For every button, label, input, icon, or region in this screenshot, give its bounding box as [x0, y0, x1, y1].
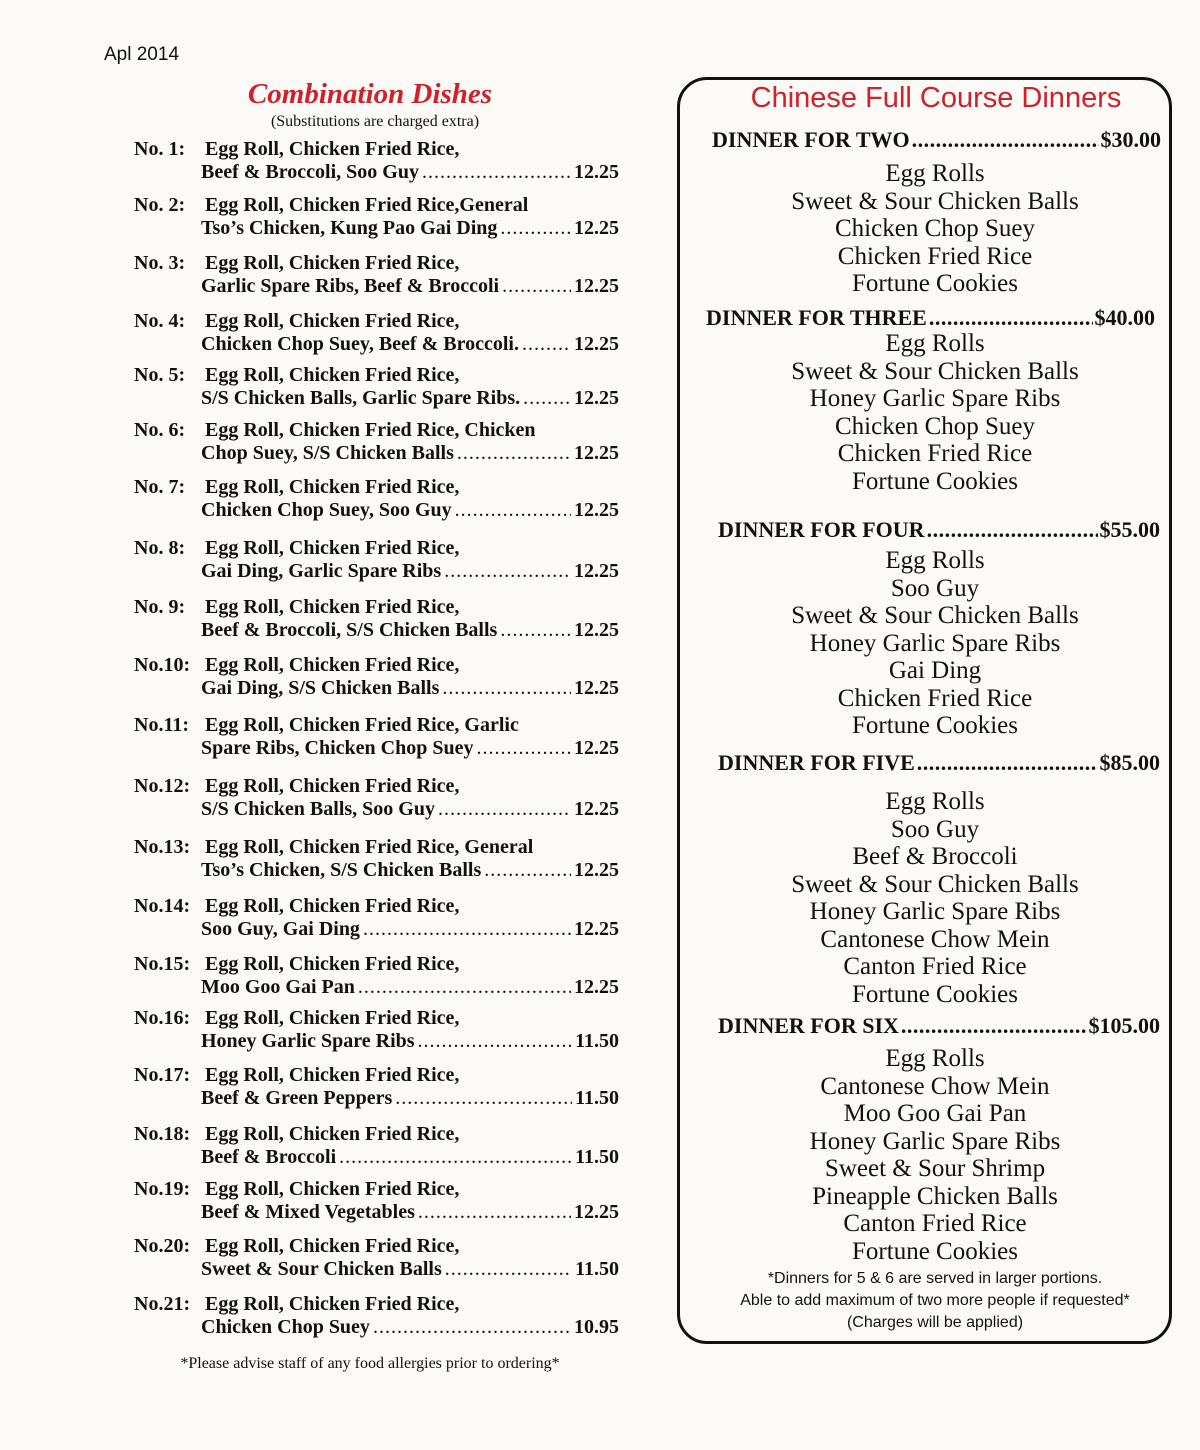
note-line: Able to add maximum of two more people if requested* [740, 1292, 1130, 1309]
combo-line2-row [201, 798, 619, 821]
dinner-name: DINNER FOR FOUR [718, 517, 925, 542]
combo-line2: Chicken Chop Suey, Beef & Broccoli. [201, 333, 519, 355]
combo-number: No.10: [134, 654, 191, 676]
combo-line2: Beef & Broccoli [201, 1146, 337, 1168]
combo-price: 12.25 [574, 859, 619, 881]
combo-line2-row [201, 1146, 619, 1169]
dot-leader [500, 619, 571, 642]
dinner-name: DINNER FOR FIVE [718, 750, 915, 775]
dinner-item: Honey Garlic Spare Ribs [809, 385, 1061, 412]
combo-number: No.19: [134, 1178, 191, 1200]
dinner-item: Sweet & Sour Chicken Balls [791, 187, 1079, 215]
dot-leader [442, 677, 571, 700]
combo-line2: Soo Guy, Gai Ding [201, 918, 360, 940]
combo-line2: Beef & Mixed Vegetables [201, 1201, 415, 1223]
combo-line1: Egg Roll, Chicken Fried Rice,General [205, 194, 529, 216]
combo-price: 11.50 [575, 1087, 619, 1109]
dinner-price: $105.00 [1088, 1013, 1160, 1038]
combo-line2-row [201, 677, 619, 700]
combo-line2: Spare Ribs, Chicken Chop Suey [201, 737, 474, 759]
combo-line2-row [201, 217, 619, 240]
combo-price: 12.25 [574, 677, 619, 699]
menu-date: Apl 2014 [104, 44, 180, 65]
dinner-price: $85.00 [1099, 750, 1160, 775]
dot-leader [438, 798, 571, 821]
combo-line2-row [201, 1201, 619, 1224]
dinner-item: Egg Rolls [885, 788, 985, 815]
dinner-item: Fortune Cookies [852, 980, 1018, 1008]
combo-line2: Beef & Green Peppers [201, 1087, 393, 1109]
dinner-item: Canton Fried Rice [843, 1210, 1027, 1237]
dinner-item: Moo Goo Gai Pan [843, 1100, 1027, 1127]
combo-number: No. 5: [134, 364, 186, 386]
combo-line1: Egg Roll, Chicken Fried Rice, [205, 1293, 460, 1315]
dinner-item: Egg Rolls [885, 547, 985, 574]
dinner-item: Soo Guy [890, 815, 980, 843]
dot-leader [912, 127, 1099, 153]
combo-price: 12.25 [574, 918, 619, 940]
combo-line2-row [201, 499, 619, 522]
combo-price: 12.25 [574, 1201, 619, 1223]
combo-line1: Egg Roll, Chicken Fried Rice, General [205, 836, 534, 858]
combo-line2-row [201, 1030, 619, 1053]
combo-line1: Egg Roll, Chicken Fried Rice, [205, 654, 460, 676]
combo-price: 12.25 [574, 737, 619, 759]
combo-line2: Tso’s Chicken, S/S Chicken Balls [201, 859, 482, 881]
combo-number: No.20: [134, 1235, 191, 1257]
combo-line1: Egg Roll, Chicken Fried Rice, [205, 775, 460, 797]
combo-line1: Egg Roll, Chicken Fried Rice, [205, 537, 460, 559]
dinner-heading [718, 750, 1160, 776]
combo-line1: Egg Roll, Chicken Fried Rice, [205, 1123, 460, 1145]
dot-leader [358, 976, 571, 999]
combo-line1: Egg Roll, Chicken Fried Rice, [205, 138, 460, 160]
combo-price: 12.25 [574, 333, 619, 355]
combo-number: No.21: [134, 1293, 191, 1315]
combo-line1: Egg Roll, Chicken Fried Rice, [205, 953, 460, 975]
combo-line1: Egg Roll, Chicken Fried Rice, [205, 1235, 460, 1257]
combo-price: 12.25 [574, 442, 619, 464]
combo-line1: Egg Roll, Chicken Fried Rice, [205, 1007, 460, 1029]
combo-number: No. 9: [134, 596, 186, 618]
dinner-item: Chicken Fried Rice [837, 684, 1033, 712]
full-course-title: Chinese Full Course Dinners [750, 82, 1122, 114]
combo-line2-row [201, 976, 619, 999]
portion-note [690, 1268, 1180, 1334]
combo-line2: Chicken Chop Suey [201, 1316, 370, 1338]
combo-line1: Egg Roll, Chicken Fried Rice, [205, 310, 460, 332]
dinner-items [690, 547, 1180, 740]
dot-leader [444, 560, 571, 583]
dot-leader [363, 918, 571, 941]
combo-price: 11.50 [575, 1030, 619, 1052]
dinner-item: Fortune Cookies [852, 270, 1018, 297]
dinner-item: Pineapple Chicken Balls [812, 1182, 1058, 1210]
combo-price: 11.50 [575, 1258, 619, 1280]
combo-number: No.15: [134, 953, 191, 975]
combo-number: No.18: [134, 1123, 191, 1145]
combo-line2-row [201, 387, 619, 410]
combo-price: 12.25 [574, 976, 619, 998]
combo-line2: Honey Garlic Spare Ribs [201, 1030, 415, 1052]
combo-number: No.17: [134, 1064, 191, 1086]
dinner-price: $55.00 [1099, 517, 1160, 542]
dinner-item: Sweet & Sour Chicken Balls [791, 870, 1079, 898]
dinner-heading [706, 305, 1155, 331]
dinner-item: Chicken Chop Suey [835, 215, 1035, 242]
dinner-item: Chicken Chop Suey [835, 412, 1035, 440]
combo-line1: Egg Roll, Chicken Fried Rice, [205, 364, 460, 386]
dot-leader [422, 161, 571, 184]
combo-line1: Egg Roll, Chicken Fried Rice, [205, 252, 460, 274]
dinner-heading [712, 127, 1161, 153]
dinner-item: Fortune Cookies [852, 467, 1018, 495]
combo-line2: Moo Goo Gai Pan [201, 976, 355, 998]
dinner-item: Sweet & Sour Chicken Balls [791, 602, 1079, 629]
dinner-item: Soo Guy [890, 574, 980, 602]
combo-price: 12.25 [574, 275, 619, 297]
dinner-name: DINNER FOR TWO [712, 127, 910, 152]
combo-line1: Egg Roll, Chicken Fried Rice, [205, 895, 460, 917]
combo-line2-row [201, 275, 619, 298]
dinner-heading [718, 517, 1160, 543]
note-line: *Dinners for 5 & 6 are served in larger portions. [767, 1270, 1103, 1287]
combo-number: No. 2: [134, 194, 186, 216]
combo-line2: Tso’s Chicken, Kung Pao Gai Ding [201, 217, 498, 239]
dinner-item: Honey Garlic Spare Ribs [809, 1127, 1061, 1155]
dinner-price: $30.00 [1100, 127, 1161, 152]
combo-line2-row [201, 560, 619, 583]
combo-line2: Garlic Spare Ribs, Beef & Broccoli [201, 275, 500, 297]
dot-leader [455, 499, 571, 522]
dot-leader [445, 1258, 572, 1281]
dinner-item: Cantonese Chow Mein [820, 1072, 1050, 1100]
dot-leader [476, 737, 571, 760]
combo-number: No. 6: [134, 419, 186, 441]
dinner-item: Canton Fried Rice [843, 953, 1027, 980]
dot-leader [929, 305, 1093, 331]
combo-number: No.11: [134, 714, 189, 736]
combo-price: 12.25 [574, 619, 619, 641]
combo-line2: Gai Ding, S/S Chicken Balls [201, 677, 440, 699]
dinner-item: Chicken Fried Rice [837, 242, 1033, 270]
combo-line2-row [201, 1087, 619, 1110]
dinner-item: Honey Garlic Spare Ribs [809, 629, 1061, 657]
dinner-item: Gai Ding [888, 657, 982, 684]
dinner-item: Honey Garlic Spare Ribs [809, 898, 1061, 925]
combo-number: No.13: [134, 836, 191, 858]
dinner-name: DINNER FOR THREE [706, 305, 927, 330]
combo-line2: Beef & Broccoli, Soo Guy [201, 161, 419, 183]
dinner-items [690, 160, 1180, 298]
dot-leader [522, 333, 571, 356]
combo-number: No.16: [134, 1007, 191, 1029]
dinner-item: Egg Rolls [885, 330, 985, 357]
combo-line2-row [201, 1258, 619, 1281]
note-line: (Charges will be applied) [846, 1314, 1024, 1331]
combo-line2-row [201, 161, 619, 184]
dinner-item: Sweet & Sour Shrimp [824, 1155, 1046, 1182]
dinner-price: $40.00 [1094, 305, 1155, 330]
combo-price: 12.25 [574, 798, 619, 820]
combo-line2: S/S Chicken Balls, Garlic Spare Ribs. [201, 387, 521, 409]
combo-price: 12.25 [574, 387, 619, 409]
dinner-items [690, 330, 1180, 495]
combo-number: No. 3: [134, 252, 186, 274]
combo-line2-row [201, 918, 619, 941]
dot-leader [523, 387, 571, 410]
dinner-item: Chicken Fried Rice [837, 440, 1033, 467]
combo-line1: Egg Roll, Chicken Fried Rice, [205, 1178, 460, 1200]
combo-price: 10.95 [574, 1316, 619, 1338]
dot-leader [500, 217, 571, 240]
dot-leader [418, 1030, 573, 1053]
dinner-heading [718, 1013, 1160, 1039]
combo-line2-row [201, 859, 619, 882]
dinner-name: DINNER FOR SIX [718, 1013, 899, 1038]
combo-line1: Egg Roll, Chicken Fried Rice, Garlic [205, 714, 519, 736]
dot-leader [927, 517, 1098, 543]
combo-line2-row [201, 619, 619, 642]
dot-leader [917, 750, 1098, 776]
allergy-note: *Please advise staff of any food allergies prior to ordering* [180, 1355, 560, 1372]
combo-line2-row [201, 442, 619, 465]
combo-price: 12.25 [574, 560, 619, 582]
dot-leader [457, 442, 571, 465]
dinner-item: Fortune Cookies [852, 712, 1018, 739]
combo-line2: S/S Chicken Balls, Soo Guy [201, 798, 435, 820]
combo-line2-row [201, 1316, 619, 1339]
combo-line2-row [201, 737, 619, 760]
combo-line1: Egg Roll, Chicken Fried Rice, [205, 476, 460, 498]
dinner-item: Egg Rolls [885, 1045, 985, 1072]
combo-line2: Sweet & Sour Chicken Balls [201, 1258, 442, 1280]
combo-line2-row [201, 333, 619, 356]
combo-number: No. 7: [134, 476, 186, 498]
combo-line1: Egg Roll, Chicken Fried Rice, Chicken [205, 419, 536, 441]
dinner-item: Beef & Broccoli [852, 843, 1018, 870]
dot-leader [373, 1316, 571, 1339]
combo-line2: Gai Ding, Garlic Spare Ribs [201, 560, 442, 582]
combo-line2: Beef & Broccoli, S/S Chicken Balls [201, 619, 498, 641]
combo-line2: Chicken Chop Suey, Soo Guy [201, 499, 452, 521]
dinner-items [690, 1045, 1180, 1265]
combination-title: Combination Dishes [247, 78, 493, 110]
dot-leader [484, 859, 571, 882]
combo-price: 12.25 [574, 217, 619, 239]
combo-number: No.12: [134, 775, 191, 797]
combo-number: No. 4: [134, 310, 186, 332]
combo-line1: Egg Roll, Chicken Fried Rice, [205, 1064, 460, 1086]
dinner-item: Egg Rolls [885, 160, 985, 187]
combo-number: No. 8: [134, 537, 186, 559]
combo-line2: Chop Suey, S/S Chicken Balls [201, 442, 454, 464]
combo-price: 12.25 [574, 161, 619, 183]
combo-price: 12.25 [574, 499, 619, 521]
dot-leader [339, 1146, 572, 1169]
dot-leader [395, 1087, 572, 1110]
combo-line1: Egg Roll, Chicken Fried Rice, [205, 596, 460, 618]
combination-subtitle: (Substitutions are charged extra) [270, 113, 480, 130]
dinner-item: Sweet & Sour Chicken Balls [791, 357, 1079, 385]
dot-leader [502, 275, 571, 298]
dot-leader [901, 1013, 1087, 1039]
dinner-item: Fortune Cookies [852, 1237, 1018, 1265]
combo-price: 11.50 [575, 1146, 619, 1168]
dinner-items [690, 788, 1180, 1008]
dot-leader [418, 1201, 571, 1224]
combo-number: No. 1: [134, 138, 186, 160]
dinner-item: Cantonese Chow Mein [820, 925, 1050, 953]
combo-number: No.14: [134, 895, 191, 917]
